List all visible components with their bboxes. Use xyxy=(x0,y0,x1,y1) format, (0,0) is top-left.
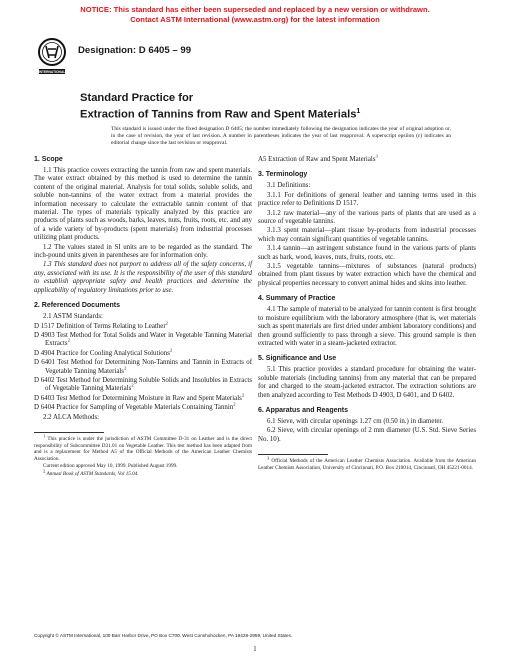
page-number: 1 xyxy=(253,646,257,653)
para-3-1-3: 3.1.3 spent material—plant tissue by-products from industrial processes which may contain significant quantities of vegetable tannins. xyxy=(258,227,476,243)
footnote-2: 2 Annual Book of ASTM Standards, Vol 15.04. xyxy=(43,468,139,477)
ref-item: D 6403 Test Method for Determining Moisture in Raw and Spent Materials$^2$ xyxy=(34,392,245,402)
para-2-1: 2.1 ASTM Standards: xyxy=(43,313,103,321)
section-terminology-heading: 3. Terminology xyxy=(258,171,308,179)
para-1-2: 1.2 The values stated in SI units are to be regarded as the standard. The inch-pound units given in parentheses are for information only. xyxy=(34,243,252,260)
notice-line-1: NOTICE: This standard has either been superseded and replaced by a new version or withdrawn. xyxy=(80,5,430,14)
title-line-2: Extraction of Tannins from Raw and Spent Materials xyxy=(80,108,357,121)
document-title xyxy=(80,92,440,122)
right-column xyxy=(258,153,477,472)
footnote-1: 1 This practice is under the jurisdiction of ASTM Committee D-31 on Leather and is the direct responsibility of Subcommittee D31.01 on Vegetable Leather. This test method has been adapted from and is a replacement for Method A5 of the Official Methods of the American Leather Chemists Association. xyxy=(34,433,252,462)
left-column xyxy=(34,156,252,479)
footnote-3: 3 Official Methods of the American Leather Chemists Association. Available from the American Leather Chemists Association, University of Cincinnati, P.O. Box 210014, Cincinnati, OH 45221-0014. xyxy=(258,455,477,471)
para-1-3: 1.3 This standard does not purport to address all of the safety concerns, if any, associated with its use. It is the responsibility of the user of this standard to establish appropriate safety and health practices and determine the applicability of regulatory limitations prior to use. xyxy=(34,261,252,294)
astm-logo xyxy=(37,35,67,77)
section-summary-heading: 4. Summary of Practice xyxy=(258,295,336,303)
notice-line-2: Contact ASTM International (www.astm.org) for the latest information xyxy=(130,15,380,24)
section-significance-heading: 5. Significance and Use xyxy=(258,355,337,363)
ref-item: D 6404 Practice for Sampling of Vegetable Materials Containing Tannin$^2$ xyxy=(34,401,236,412)
withdrawal-notice xyxy=(0,5,510,25)
title-footnote-mark: 1 xyxy=(356,108,361,115)
para-6-1: 6.1 Sieve, with circular openings 1.27 cm (0.50 in.) in diameter. xyxy=(267,417,444,425)
ref-item: D 6402 Test Method for Determining Soluble Solids and Insolubles in Extracts of Vegetable Tanning Materials$^2$ xyxy=(34,376,252,393)
ref-a5: A5 Extraction of Raw and Spent Materials$^3$ xyxy=(258,153,378,163)
para-3-1-4: 3.1.4 tannin—an astringent substance found in the various parts of plants such as bark, wood, leaves, nuts, fruits, roots, etc. xyxy=(258,245,476,261)
copyright-footer: Copyright © ASTM International, 100 Barr Harbor Drive, PO Box C700, West Conshohocken, PA 19428-2959, United States. xyxy=(34,633,293,638)
ref-item: D 6401 Test Method for Determining Non-Tannins and Tannin in Extracts of Vegetable Tanning Materials$^2$ xyxy=(34,359,252,375)
logo-text: INTERNATIONAL xyxy=(38,70,66,75)
ref-item: D 4903 Test Method for Total Solids and Water in Vegetable Tanning Material Extracts$^2$ xyxy=(34,331,252,348)
designation: Designation: D 6405 – 99 xyxy=(78,45,192,56)
para-3-1: 3.1 Definitions: xyxy=(267,182,311,190)
ref-item: D 1517 Definition of Terms Relating to Leather$^2$ xyxy=(34,320,168,330)
para-1-1: 1.1 This practice covers extracting the tannin from raw and spent materials. The water extract obtained by this method is used to determine the tannin content of the original material. Analysis for total solids, soluble solids, and soluble non-tannins of the water extract from a material provides the information necessary to calculate the extractable tannin content of that material. The types of materials typically analyzed by this practice are products of plants such as woods, barks, leaves, nuts, fruits, roots, etc. and any of a wide variety of by-products (spent materials) from industrial processes utilizing plant products. xyxy=(34,167,252,242)
para-3-1-1: 3.1.1 For definitions of general leather and tanning terms used in this practice refer to Definitions D 1517. xyxy=(258,191,476,208)
para-3-1-5: 3.1.5 vegetable tannins—mixtures of substances (natural products) obtained from plant tissues by water extraction which have the chemical and physical properties necessary to convert animal hides and skins into leather. xyxy=(258,263,476,287)
issued-note: This standard is issued under the fixed designation D 6405; the number immediately following the designation indicates the year of original adoption or, in the case of revision, the year of last revision. A number in parentheses indicates the year of last reapproval. A superscript epsilon (ε) indicates an editorial change since the last revision or reapproval. xyxy=(111,126,451,147)
footnote-1b: Current edition approved May 10, 1999. Published August 1999. xyxy=(43,463,178,470)
para-5-1: 5.1 This practice provides a standard procedure for obtaining the water-soluble materials (including tannins) from any material that can be prepared for and charged to the steam-jacketed extractor. The extraction solutions are then analyzed according to Test Methods D 4903, D 6401, and D 6402. xyxy=(258,366,476,399)
section-scope-heading: 1. Scope xyxy=(34,156,63,163)
para-3-1-2: 3.1.2 raw material—any of the various parts of plants that are used as a source of vegetable tannins. xyxy=(258,209,476,226)
para-6-2: 6.2 Sieve, with circular openings of 2 mm diameter (U.S. Std. Sieve Series No. 10). xyxy=(258,427,476,443)
title-line-1: Standard Practice for xyxy=(80,92,194,104)
para-4-1: 4.1 The sample of material to be analyzed for tannin content is first brought to moisture equilibrium with the laboratory atmosphere (that is, wet materials such as spent materials are first dried under ambient laboratory conditions) and then ground sufficiently to pass through a sieve. This ground sample is then extracted with water in a steam-jacketed extractor. xyxy=(258,306,476,347)
ref-item: D 4904 Practice for Cooling Analytical Solutions$^2$ xyxy=(34,347,173,357)
section-refdocs-heading: 2. Referenced Documents xyxy=(34,302,120,310)
para-2-2: 2.2 ALCA Methods: xyxy=(43,413,100,421)
section-apparatus-heading: 6. Apparatus and Reagents xyxy=(258,406,348,414)
